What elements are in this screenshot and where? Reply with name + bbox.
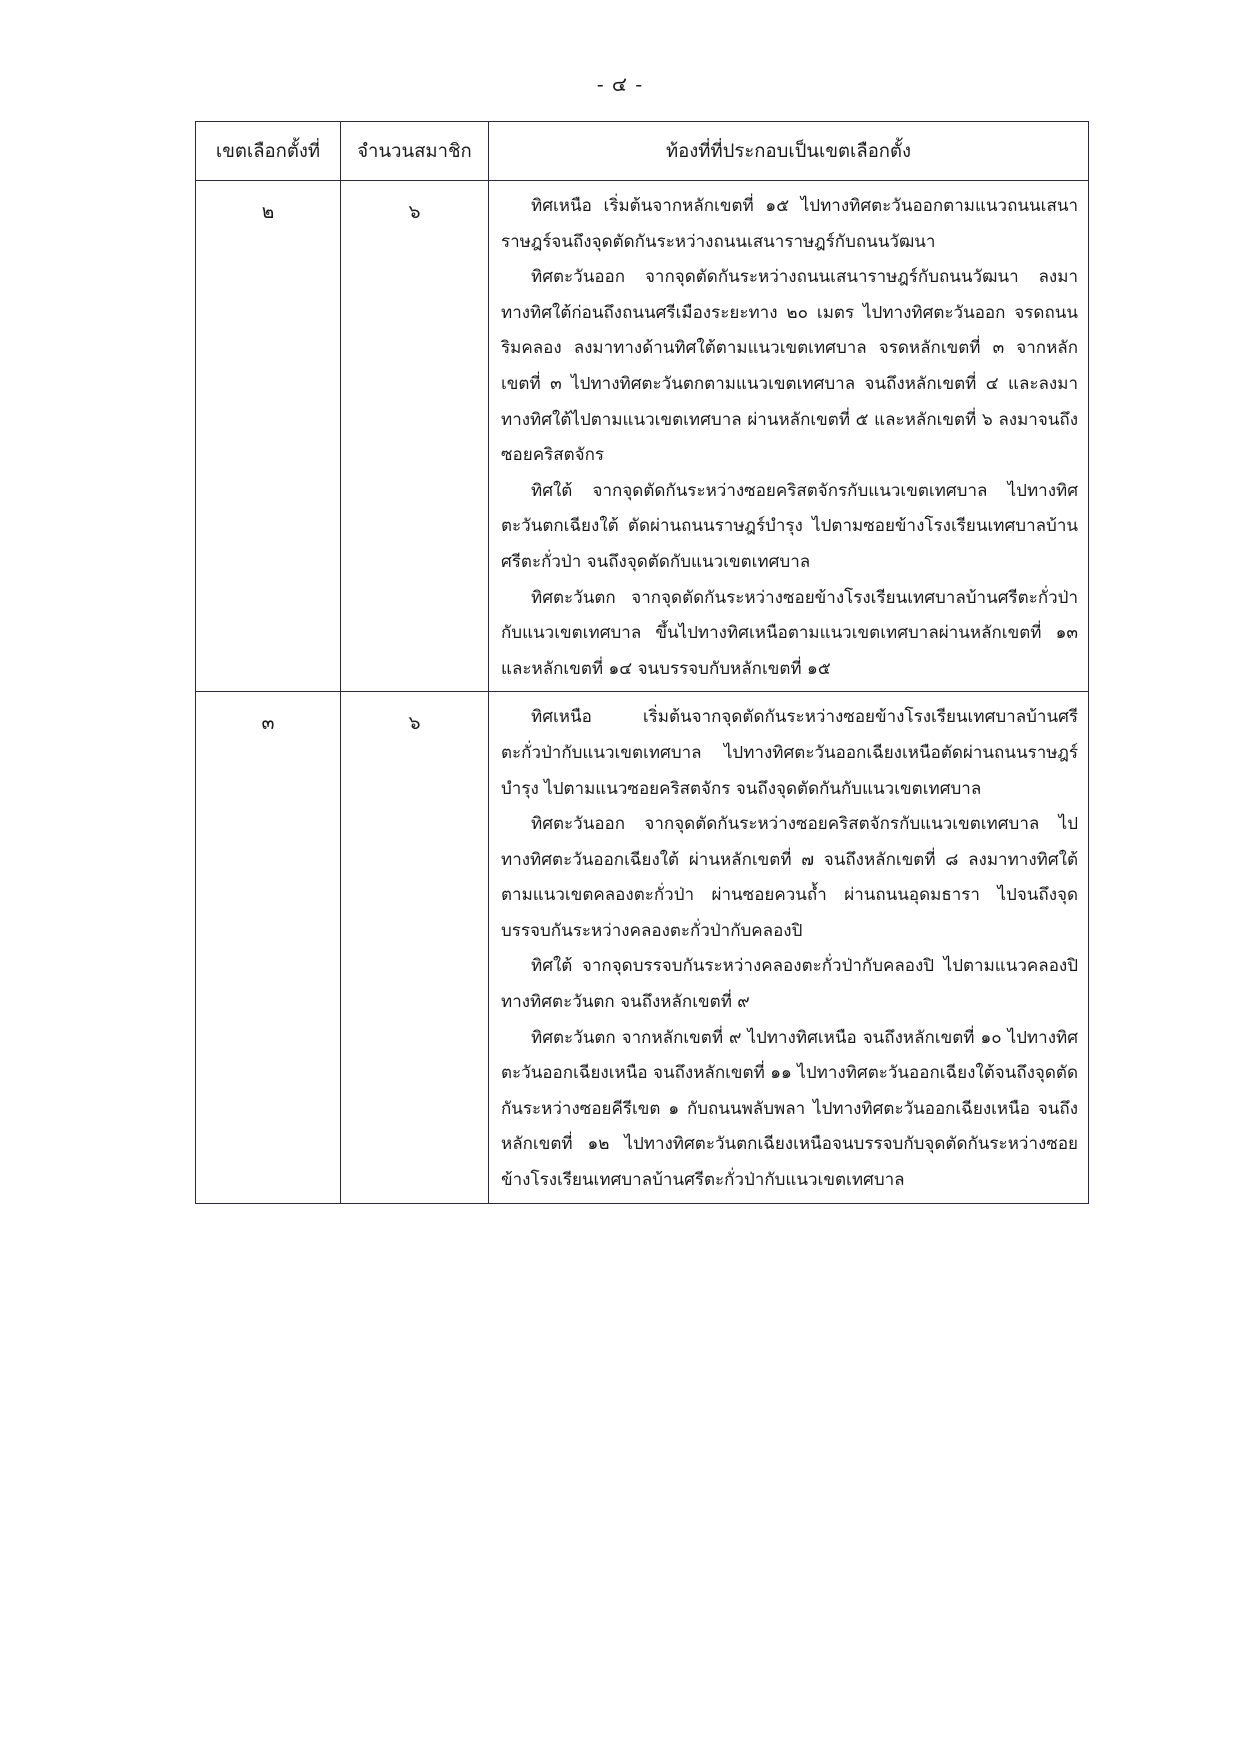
boundary-north: ทิศเหนือ เริ่มต้นจากหลักเขตที่ ๑๕ ไปทางทิศตะวันออกตามแนวถนนเสนาราษฎร์จนถึงจุดตัดกันระหว่างถนนเสนาราษฎร์กับถนนวัฒนา — [501, 196, 1078, 252]
district-number-cell: ๓ — [196, 692, 341, 1203]
boundary-south: ทิศใต้ จากจุดตัดกันระหว่างซอยคริสตจักรกับแนวเขตเทศบาล ไปทางทิศตะวันตกเฉียงใต้ ตัดผ่านถนนราษฎร์บำรุง ไปตามซอยข้างโรงเรียนเทศบาลบ้านศรีตะกั่วป่า จนถึงจุดตัดกับแนวเขตเทศบาล — [501, 480, 1078, 572]
boundary-west: ทิศตะวันตก จากหลักเขตที่ ๙ ไปทางทิศเหนือ จนถึงหลักเขตที่ ๑๐ ไปทางทิศตะวันออกเฉียงเหนือ จนถึงหลักเขตที่ ๑๑ ไปทางทิศตะวันออกเฉียงใต้จนถึงจุดตัดกันระหว่างซอยคีรีเขต ๑ กับถนนพลับพลา ไปทางทิศตะวันออกเฉียงเหนือ จนถึงหลักเขตที่ ๑๒ ไปทางทิศตะวันตกเฉียงเหนือจนบรรจบกับจุดตัดกันระหว่างซอยข้างโรงเรียนเทศบาลบ้านศรีตะกั่วป่ากับแนวเขตเทศบาล — [501, 1027, 1078, 1191]
member-count-cell: ๖ — [341, 692, 489, 1203]
header-district-number: เขตเลือกตั้งที่ — [196, 122, 341, 181]
header-area-description: ท้องที่ที่ประกอบเป็นเขตเลือกตั้ง — [489, 122, 1089, 181]
boundary-east: ทิศตะวันออก จากจุดตัดกันระหว่างถนนเสนาราษฎร์กับถนนวัฒนา ลงมาทางทิศใต้ก่อนถึงถนนศรีเมืองระยะทาง ๒๐ เมตร ไปทางทิศตะวันออก จรดถนนริมคลอง ลงมาทางด้านทิศใต้ตามแนวเขตเทศบาล จรดหลักเขตที่ ๓ จากหลักเขตที่ ๓ ไปทางทิศตะวันตกตามแนวเขตเทศบาล จนถึงหลักเขตที่ ๔ และลงมาทางทิศใต้ไปตามแนวเขตเทศบาล ผ่านหลักเขตที่ ๕ และหลักเขตที่ ๖ ลงมาจนถึงซอยคริสตจักร — [501, 267, 1078, 466]
boundary-north: ทิศเหนือ เริ่มต้นจากจุดตัดกันระหว่างซอยข้างโรงเรียนเทศบาลบ้านศรีตะกั่วป่ากับแนวเขตเทศบาล ไปทางทิศตะวันออกเฉียงเหนือตัดผ่านถนนราษฎร์บำรุง ไปตามแนวซอยคริสตจักร จนถึงจุดตัดกันกับแนวเขตเทศบาล — [501, 707, 1078, 799]
district-number-cell: ๒ — [196, 181, 341, 692]
table-header-row — [196, 122, 1089, 181]
boundary-west: ทิศตะวันตก จากจุดตัดกันระหว่างซอยข้างโรงเรียนเทศบาลบ้านศรีตะกั่วป่ากับแนวเขตเทศบาล ขึ้นไปทางทิศเหนือตามแนวเขตเทศบาลผ่านหลักเขตที่ ๑๓ และหลักเขตที่ ๑๔ จนบรรจบกับหลักเขตที่ ๑๕ — [501, 587, 1078, 679]
table-row — [196, 181, 1089, 692]
boundary-south: ทิศใต้ จากจุดบรรจบกันระหว่างคลองตะกั่วป่ากับคลองปิ ไปตามแนวคลองปิทางทิศตะวันตก จนถึงหลักเขตที่ ๙ — [501, 956, 1078, 1013]
header-member-count: จำนวนสมาชิก — [341, 122, 489, 181]
boundary-east: ทิศตะวันออก จากจุดตัดกันระหว่างซอยคริสตจักรกับแนวเขตเทศบาล ไปทางทิศตะวันออกเฉียงใต้ ผ่านหลักเขตที่ ๗ จนถึงหลักเขตที่ ๘ ลงมาทางทิศใต้ตามแนวเขตคลองตะกั่วป่า ผ่านซอยควนถ้ำ ผ่านถนนอุดมธารา ไปจนถึงจุดบรรจบกันระหว่างคลองตะกั่วป่ากับคลองปิ — [501, 814, 1078, 941]
area-description-cell — [489, 181, 1089, 692]
page-number: - ๔ - — [596, 72, 644, 96]
member-count-cell: ๖ — [341, 181, 489, 692]
area-description-cell — [489, 692, 1089, 1203]
table-row — [196, 692, 1089, 1203]
electoral-district-table — [195, 121, 1089, 1204]
